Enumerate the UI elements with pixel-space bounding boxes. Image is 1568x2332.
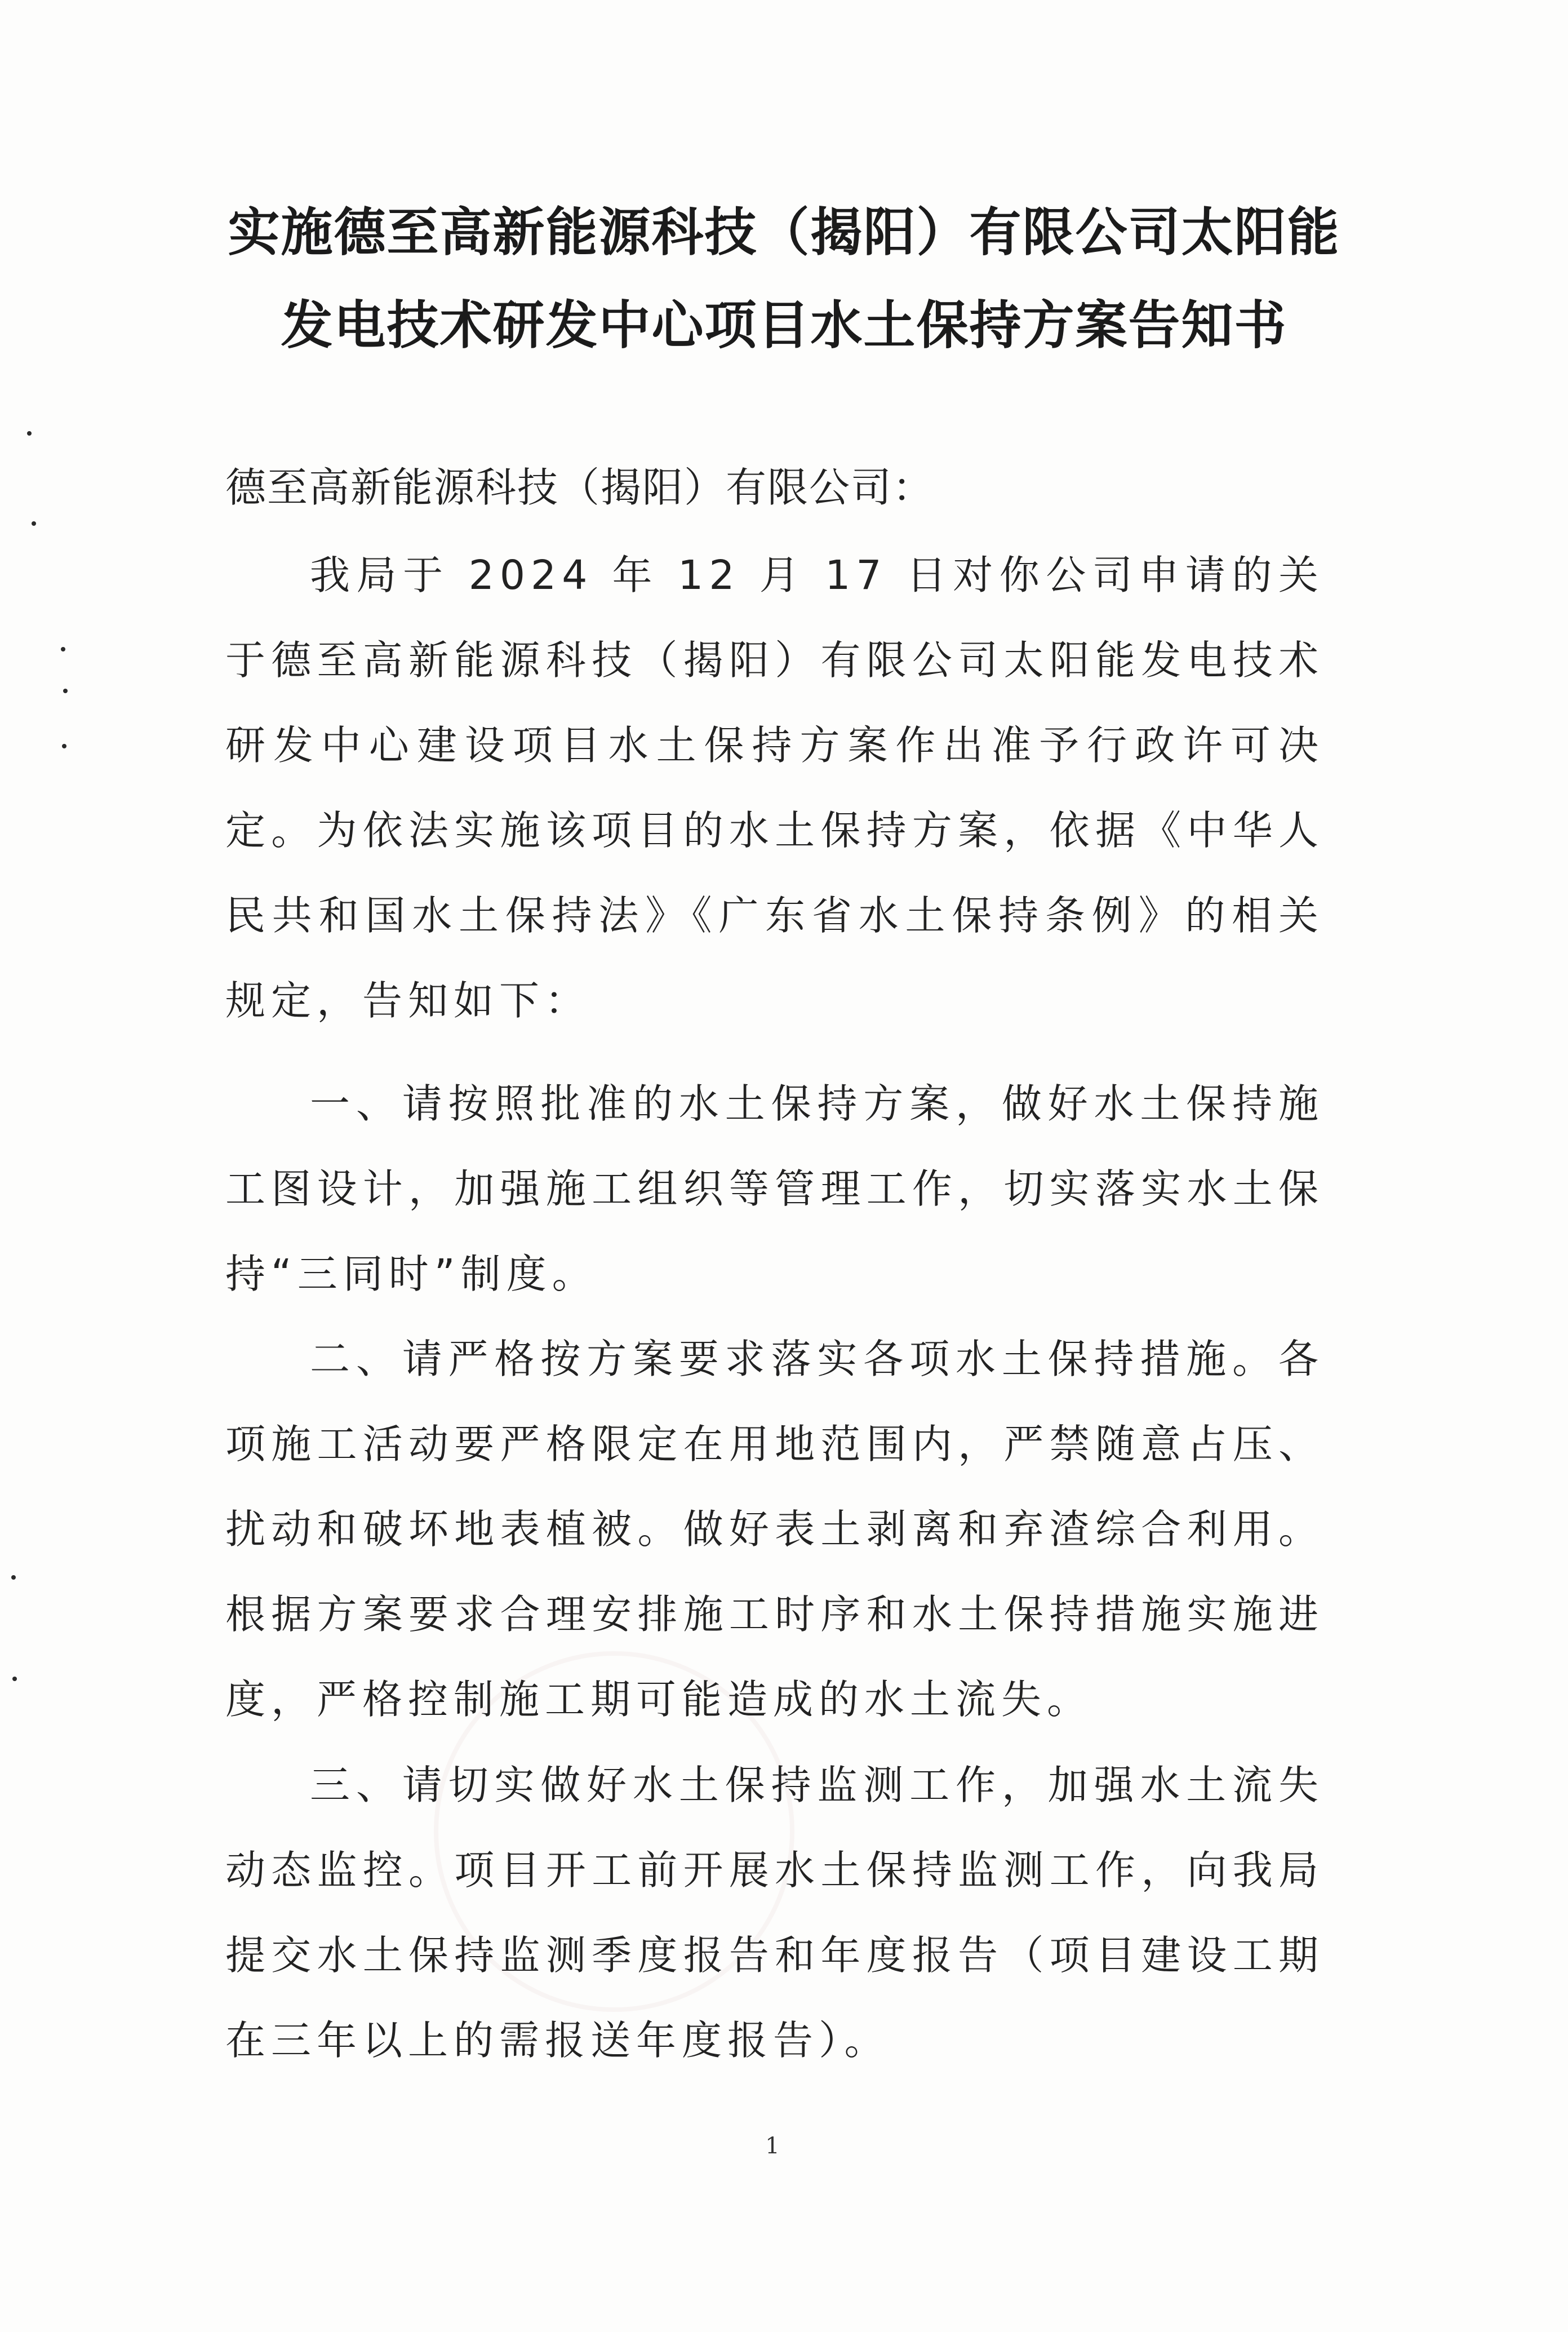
- binding-hole-mark: [62, 744, 66, 748]
- paragraph-item-1: 一、请按照批准的水土保持方案，做好水土保持施工图设计，加强施工组织等管理工作，切实落实水土保持“三同时”制度。: [225, 1080, 1324, 1297]
- title-line-1: 实施德至高新能源科技（揭阳）有限公司太阳能: [228, 202, 1340, 263]
- binding-hole-mark: [27, 431, 32, 436]
- binding-hole-mark: [32, 521, 36, 526]
- binding-hole-mark: [12, 1677, 17, 1681]
- binding-hole-mark: [61, 647, 65, 651]
- paragraph-item-3: 三、请切实做好水土保持监测工作，加强水土流失动态监控。项目开工前开展水土保持监测工作，向我局提交水土保持监测季度报告和年度报告（项目建设工期在三年以上的需报送年度报告）。: [225, 1762, 1324, 2064]
- document-title: [214, 186, 1354, 372]
- title-line-2: 发电技术研发中心项目水土保持方案告知书: [281, 295, 1287, 356]
- binding-hole-mark: [11, 1575, 16, 1580]
- paragraph-item-2: 二、请严格按方案要求落实各项水土保持措施。各项施工活动要严格限定在用地范围内，严禁随意占压、扰动和破坏地表植被。做好表土剥离和弃渣综合利用。根据方案要求合理安排施工时序和水土保持措施实施进度，严格控制施工期可能造成的水土流失。: [225, 1336, 1324, 1723]
- addressee: 德至高新能源科技（揭阳）有限公司：: [225, 464, 935, 511]
- page-number: 1: [765, 2133, 780, 2159]
- paragraph-intro: 我局于 2024 年 12 月 17 日对你公司申请的关于德至高新能源科技（揭阳）有限公司太阳能发电技术研发中心建设项目水土保持方案作出准予行政许可决定。为依法实施该项目的水土保持方案，依据《中华人民共和国水土保持法》《广东省水土保持条例》的相关规定，告知如下：: [225, 552, 1324, 1024]
- binding-hole-mark: [63, 689, 68, 693]
